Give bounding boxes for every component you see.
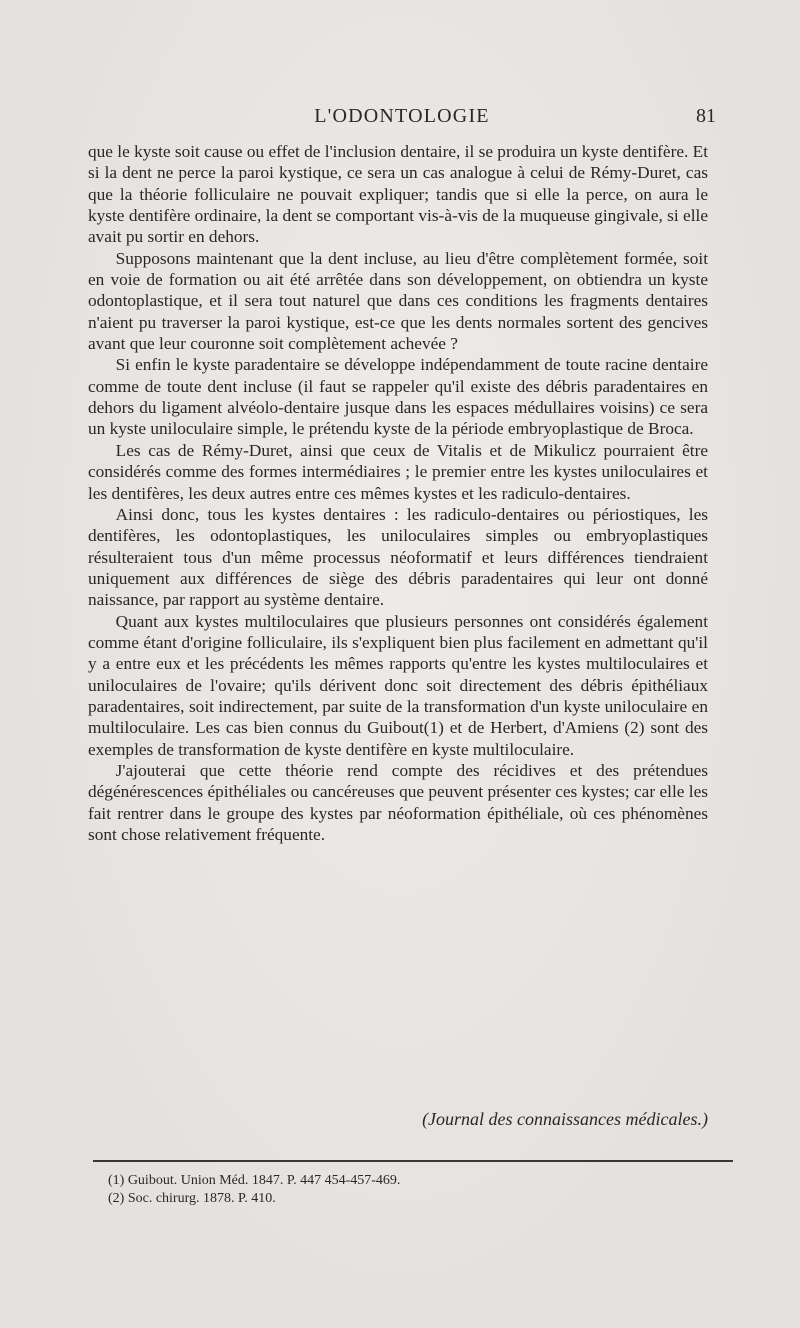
footnote-2: (2) Soc. chirurg. 1878. P. 410. (108, 1191, 276, 1206)
paragraph-7: J'ajouterai que cette théorie rend compte des récidives et des prétendues dégénérescences épithéliales ou cancéreuses que peuvent présenter ces kystes; car elle les fait rentrer dans le groupe des kystes par néoformation épithéliale, où ces phénomènes sont chose relativement fréquente. (88, 760, 708, 844)
paragraph-1: que le kyste soit cause ou effet de l'inclusion dentaire, il se produira un kyste dentifère. Et si la dent ne perce la paroi kystique, ce sera un cas analogue à celui de Rémy-Duret, cas que la théorie folliculaire ne pouvait expliquer; tandis que si elle la perce, on aura le kyste dentifère ordinaire, la dent se comportant vis-à-vis de la muqueuse gingivale, si elle avait pu sortir en dehors. (88, 142, 708, 247)
footnotes (108, 1172, 708, 1208)
paragraph-4: Les cas de Rémy-Duret, ainsi que ceux de Vitalis et de Mikulicz pourraient être considérés comme des formes intermédiaires ; le premier entre les kystes uniloculaires et les dentifères, les deux autres entre ces mêmes kystes et les radiculo-dentaires. (88, 440, 708, 503)
paragraph-6: Quant aux kystes multiloculaires que plusieurs personnes ont considérés également comme étant d'origine folliculaire, ils s'expliquent bien plus facilement en admettant qu'il y a entre eux et les précédents les mêmes rapports qu'entre les kystes multiloculaires et uniloculaires de l'ovaire; qu'ils dérivent donc soit directement des débris épithéliaux paradentaires, soit indirectement, par suite de la transformation d'un kyste uniloculaire en multiloculaire. Les cas bien connus du Guibout(1) et de Herbert, d'Amiens (2) sont des exemples de transformation de kyste dentifère en kyste multiloculaire. (88, 611, 708, 759)
body-text (88, 141, 708, 845)
running-title: L'ODONTOLOGIE (314, 105, 490, 127)
running-head (88, 100, 716, 132)
paragraph-5: Ainsi donc, tous les kystes dentaires : les radiculo-dentaires ou périostiques, les dentifères, les odontoplastiques, les uniloculaires simples ou embryoplastiques résulteraient tous d'un même processus néoformatif et leurs différences tiendraient uniquement aux différences de siège des débris paradentaires qui leur ont donné naissance, par rapport au système dentaire. (88, 504, 708, 610)
footnote-rule (93, 1160, 733, 1162)
source-citation (88, 1107, 708, 1131)
paragraph-3: Si enfin le kyste paradentaire se développe indépendamment de toute racine dentaire comme de toute dent incluse (il faut se rappeler qu'il existe des débris paradentaires en dehors du ligament alvéolo-dentaire jusque dans les espaces médullaires voisins) ce sera un kyste uniloculaire simple, le prétendu kyste de la période embryoplastique de Broca. (88, 355, 708, 439)
page-number: 81 (696, 105, 716, 127)
paragraph-2: Supposons maintenant que la dent incluse, au lieu d'être complètement formée, soit en voie de formation ou ait été arrêtée dans son développement, on obtiendra un kyste odontoplastique, et il sera tout naturel que dans ces conditions les fragments dentaires n'aient pu traverser la paroi kystique, est-ce que les dents normales sortent des gencives avant que leur couronne soit complètement achevée ? (88, 248, 708, 354)
footnote-1: (1) Guibout. Union Méd. 1847. P. 447 454-457-469. (108, 1173, 401, 1188)
source-citation-text: (Journal des connaissances médicales.) (422, 1109, 708, 1129)
